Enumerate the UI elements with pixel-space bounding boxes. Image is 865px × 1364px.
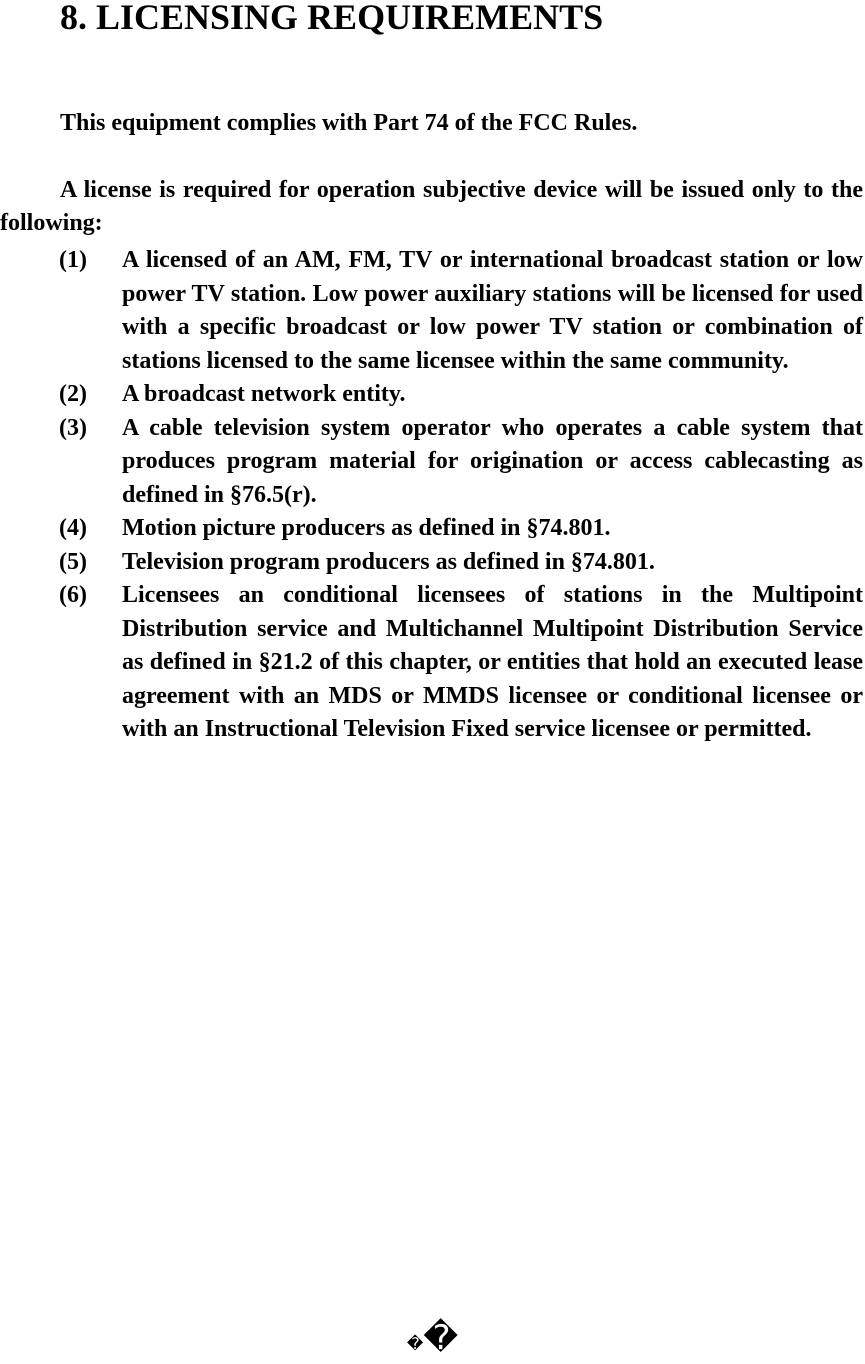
list-item xyxy=(0,512,863,546)
list-item-text: Television program producers as defined in §74.801. xyxy=(122,548,655,575)
list-item-number: (4) xyxy=(59,515,87,541)
page-number-glyph-small: � xyxy=(406,1334,424,1353)
list-item-number: (2) xyxy=(59,381,87,407)
list-item-number: (1) xyxy=(59,247,87,273)
list-item-text: A cable television system operator who operates a cable system that produces program material for origination or access cablecasting as defined in §76.5(r). xyxy=(122,414,863,508)
page-footer xyxy=(0,1318,865,1364)
list-item-text: A licensed of an AM, FM, TV or international broadcast station or low power TV station. Low power auxiliary stations will be licensed for used with a specific broadcast or low power TV station or combination of stations licensed to the same licensee within the same community. xyxy=(122,247,863,374)
list-item-text: Motion picture producers as defined in §74.801. xyxy=(122,515,611,541)
page-number-glyph-large: � xyxy=(423,1318,459,1358)
page-title: 8. LICENSING REQUIREMENTS xyxy=(60,0,604,37)
list-item xyxy=(0,579,863,747)
list-item-text: Licensees an conditional licensees of stations in the Multipoint Distribution service and Multichannel Multipoint Distribution Service as defined in §21.2 of this chapter, or entities that hold an executed lease agreement with an MDS or MMDS licensee or conditional licensee or with an Instructional Television Fixed service licensee or permitted. xyxy=(122,582,863,742)
list-item-number: (3) xyxy=(59,414,87,441)
list-item-number: (6) xyxy=(59,582,87,608)
list-item-text: A broadcast network entity. xyxy=(122,381,406,407)
list-item xyxy=(0,378,863,412)
license-requirement-intro: A license is required for operation subjective device will be issued only to the following: xyxy=(0,177,863,236)
eligible-licensees-list xyxy=(0,244,863,747)
list-item xyxy=(0,244,863,378)
list-item xyxy=(0,546,863,580)
list-item-number: (5) xyxy=(59,548,87,575)
list-item xyxy=(0,412,863,513)
compliance-statement: This equipment complies with Part 74 of the FCC Rules. xyxy=(60,110,638,136)
